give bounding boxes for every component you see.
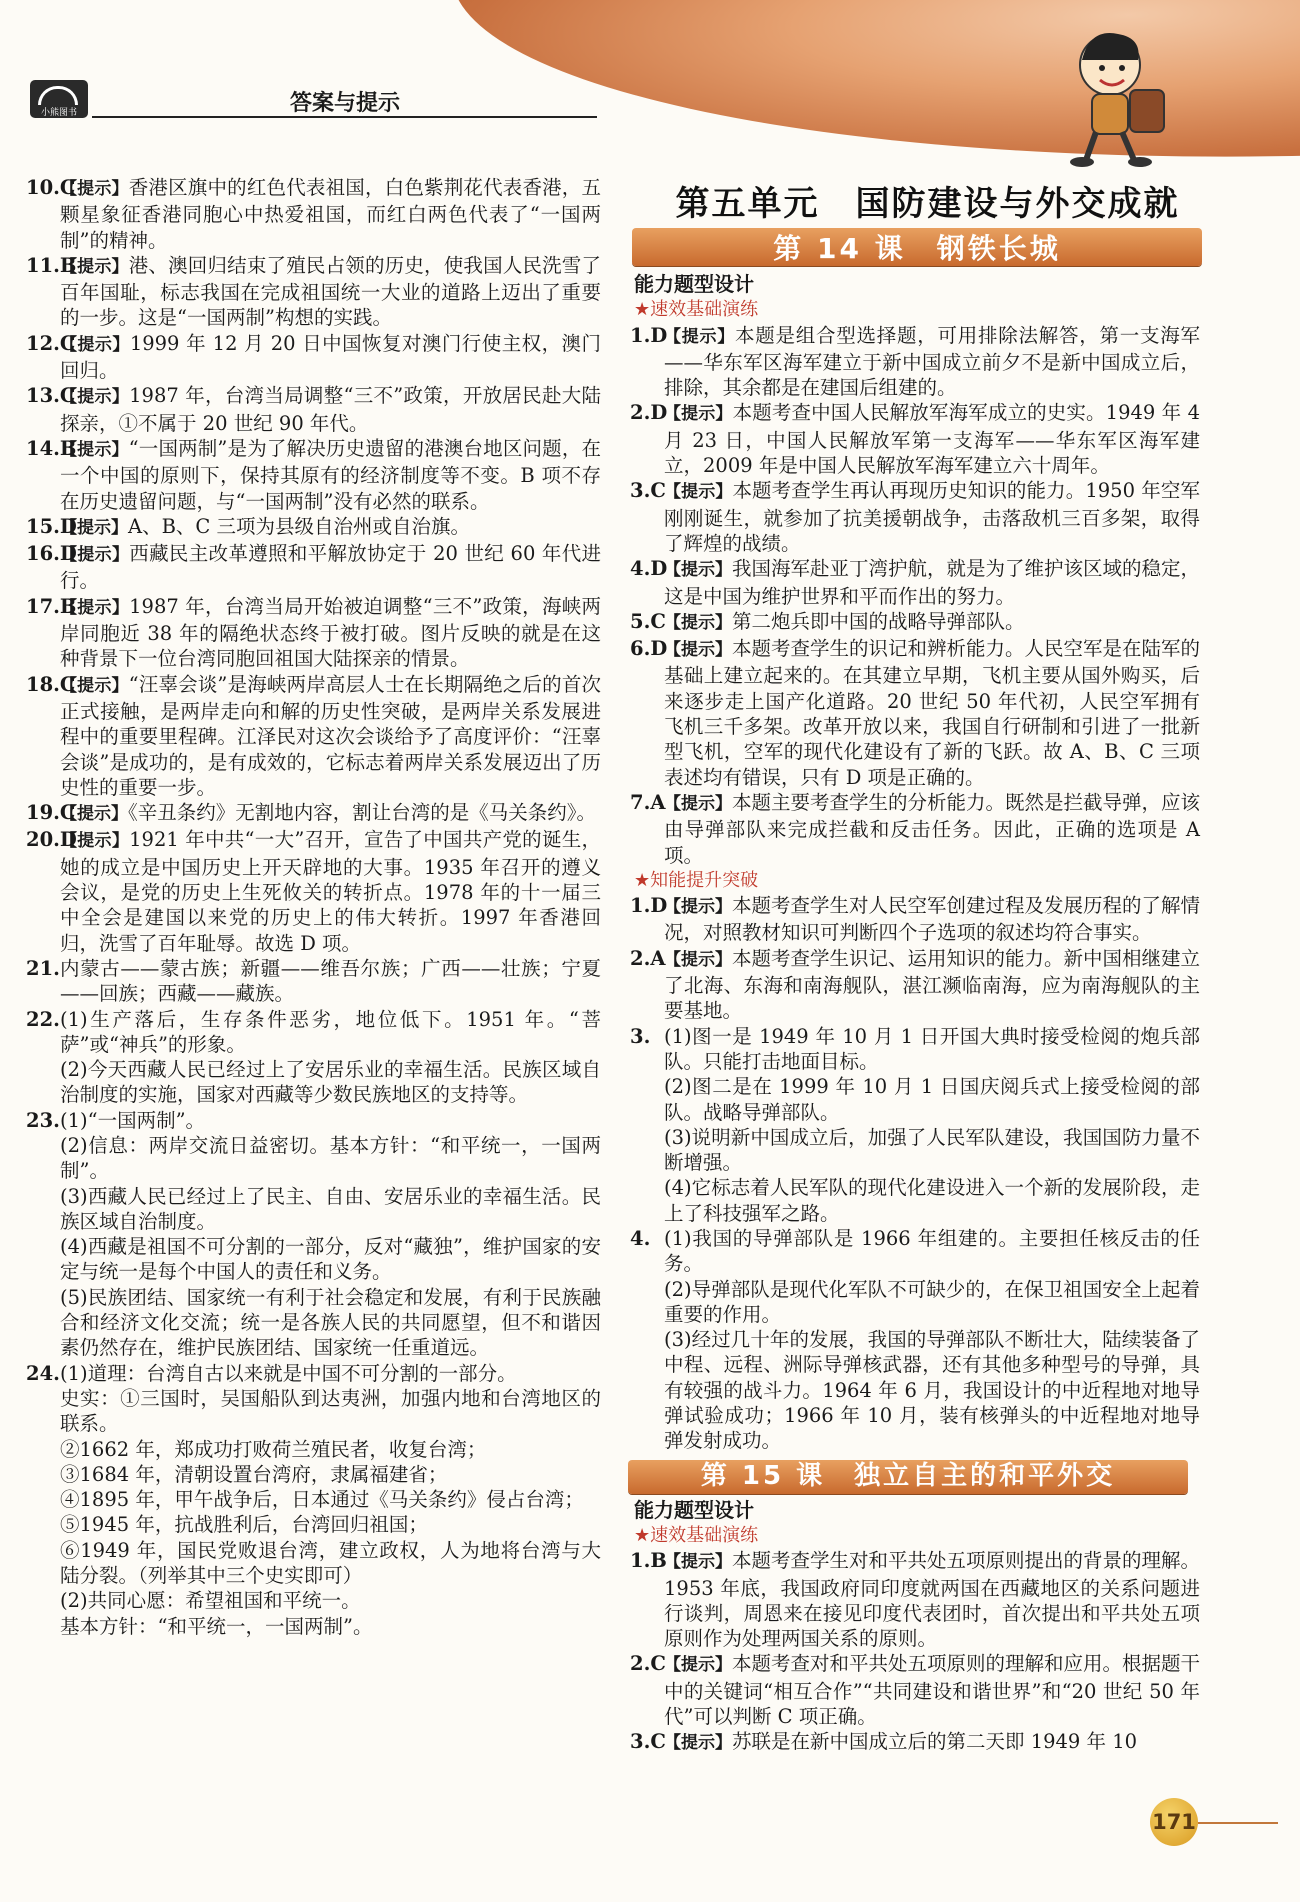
answer-item: [630, 946, 1200, 1024]
hint-label: 【提示】: [664, 404, 733, 425]
hint-label: 【提示】: [664, 482, 733, 503]
answer-number: 22.: [26, 1007, 60, 1031]
answer-item: [26, 1437, 601, 1462]
answer-item: [26, 436, 601, 514]
answer-item: [630, 1024, 1200, 1075]
answer-number: 19.C: [26, 801, 76, 825]
answer-text: 1987 年，台湾当局开始被迫调整“三不”政策，海峡两岸同胞近 38 年的隔绝状态终于被打破。图片反映的就是在这种背景下一位台湾同胞回祖国大陆探亲的情景。: [60, 594, 602, 671]
answer-item: [26, 1538, 601, 1589]
answer-text: 本题考查对和平共处五项原则的理解和应用。根据题干中的关键词“相互合作”“共同建设和谐世界”和“20 世纪 50 年代”可以判断 C 项正确。: [664, 1652, 1201, 1729]
hint-label: 【提示】: [60, 517, 128, 538]
page-number-rule: [1198, 1822, 1278, 1824]
answer-number: 10.C: [26, 176, 76, 199]
answer-text: (2)今天西藏人民已经过上了安居乐业的幸福生活。民族区域自治制度的实施，国家对西藏等少数民族地区的支持等。: [60, 1058, 601, 1107]
answer-text: 1987 年，台湾当局调整“三不”政策，开放居民赴大陆探亲，①不属于 20 世纪 90 年代。: [60, 384, 602, 435]
header-rule: [92, 116, 597, 118]
answer-item: [26, 594, 601, 672]
sub-section-title: [634, 868, 1200, 893]
answer-text: 西藏民主改革遵照和平解放协定于 20 世纪 60 年代进行。: [60, 542, 602, 593]
answer-item: [630, 636, 1200, 790]
answer-item: [26, 1588, 601, 1613]
answer-text: 第二炮兵即中国的战略导弹部队。: [732, 609, 1025, 633]
answer-text: 内蒙古——蒙古族；新疆——维吾尔族；广西——壮族；宁夏——回族；西藏——藏族。: [60, 956, 601, 1006]
mascot-illustration: [1030, 20, 1200, 170]
answer-text: A、B、C 三项为县级自治州或自治旗。: [128, 514, 471, 538]
answer-text: (1)生产落后，生存条件恶劣，地位低下。1951 年。“菩萨”或“神兵”的形象。: [60, 1007, 601, 1056]
answer-number: 13.C: [26, 384, 76, 408]
answer-item: [26, 1007, 601, 1058]
answer-text: 苏联是在新中国成立后的第二天即 1949 年 10: [732, 1730, 1138, 1754]
answer-number: 3.: [630, 1024, 651, 1048]
answer-item: [26, 1108, 601, 1133]
hint-label: 【提示】: [60, 545, 130, 566]
answer-number: 1.D: [630, 894, 668, 918]
answer-number: 1.D: [630, 323, 668, 347]
answer-item: [26, 331, 601, 384]
answer-item: [26, 1133, 601, 1184]
hint-label: 【提示】: [60, 675, 129, 696]
answer-text: 香港区旗中的红色代表祖国，白色紫荆花代表香港，五颗星象征香港同胞心中热爱祖国，而红白两色代表了“一国两制”的精神。: [60, 176, 601, 252]
answer-text: 本题考查学生再认再现历史知识的能力。1950 年空军刚刚诞生，就参加了抗美援朝战争，击落敌机三百多架，取得了辉煌的战绩。: [664, 479, 1201, 555]
answer-number: 12.C: [26, 331, 76, 355]
answer-item: [26, 956, 601, 1007]
answer-text: 本题是组合型选择题，可用排除法解答，第一支海军——华东军区海军建立于新中国成立前夕不是新中国成立后，排除，其余都是在建国后组建的。: [664, 323, 1200, 400]
answer-item: [630, 1074, 1200, 1125]
answer-item: [26, 827, 601, 955]
answer-item: [26, 1487, 601, 1512]
answer-number: 21.: [26, 956, 60, 980]
answer-text: “汪辜会谈”是海峡两岸高层人士在长期隔绝之后的首次正式接触，是两岸走向和解的历史性突破，是两岸关系发展进程中的重要里程碑。江泽民对这次会谈给予了高度评价：“汪辜会谈”是成功的，是有成效的，它标志着两岸关系发展迈出了历史性的重要一步。: [60, 672, 601, 799]
answer-number: 4.D: [630, 557, 668, 581]
answer-item: [630, 1125, 1200, 1176]
answer-item: [26, 253, 601, 331]
answer-item: [630, 1729, 1200, 1756]
answer-text: (1)我国的导弹部队是 1966 年组建的。主要担任核反击的任务。: [664, 1226, 1200, 1276]
left-column: [26, 175, 601, 1639]
hint-label: 【提示】: [60, 334, 130, 355]
answer-text: 本题考查学生对人民空军创建过程及发展历程的了解情况，对照教材知识可判断四个子选项的叙述均符合事实。: [664, 894, 1201, 945]
answer-number: 18.C: [26, 672, 76, 696]
answer-number: 2.C: [630, 1652, 666, 1676]
answer-item: [26, 672, 601, 800]
answer-item: [26, 1386, 601, 1437]
answer-number: 23.: [26, 1108, 60, 1132]
answer-text: ⑥1949 年，国民党败退台湾，建立政权，人为地将台湾与大陆分裂。（列举其中三个史实即可）: [60, 1538, 601, 1588]
hint-label: 【提示】: [664, 1552, 732, 1573]
hint-label: 【提示】: [60, 597, 130, 618]
answer-text: ⑤1945 年，抗战胜利后，台湾回归祖国；: [60, 1513, 428, 1537]
answer-text: (1)“一国两制”。: [60, 1108, 206, 1132]
section-title: 能力题型设计: [634, 272, 754, 296]
answer-number: 14.B: [26, 436, 77, 460]
answer-item: [630, 1277, 1200, 1328]
answer-text: (2)共同心愿：希望祖国和平统一。: [60, 1589, 361, 1613]
hint-label: 【提示】: [664, 560, 732, 581]
answer-item: [26, 800, 601, 827]
star-icon: ★: [634, 869, 651, 891]
unit-title: 第五单元 国防建设与外交成就: [675, 184, 1180, 224]
answer-number: 20.D: [26, 828, 77, 852]
answer-text: (4)它标志着人民军队的现代化建设进入一个新的发展阶段，走上了科技强军之路。: [664, 1176, 1200, 1225]
star-icon: ★: [634, 299, 651, 321]
sub-section-label: 速效基础演练: [650, 299, 759, 321]
answer-item: [26, 1057, 601, 1108]
answer-number: 3.C: [630, 1730, 666, 1754]
hint-label: 【提示】: [60, 387, 130, 408]
logo-text: 小熊图书: [40, 108, 77, 118]
answer-text: 本题考查中国人民解放军海军成立的史实。1949 年 4 月 23 日，中国人民解放军第一支海军——华东军区海军建立，2009 年是中国人民解放军海军建立六十周年。: [664, 401, 1201, 478]
answer-number: 2.A: [630, 946, 666, 970]
answer-number: 11.B: [26, 253, 77, 277]
right-column: [630, 270, 1200, 1757]
star-icon: ★: [634, 1524, 651, 1546]
hint-label: 【提示】: [664, 1655, 732, 1676]
answer-text: 1999 年 12 月 20 日中国恢复对澳门行使主权，澳门回归。: [60, 331, 602, 383]
hint-label: 【提示】: [60, 831, 130, 852]
header-title: 答案与提示: [290, 91, 401, 116]
answer-number: 1.B: [630, 1549, 667, 1573]
answer-text: 本题主要考查学生的分析能力。既然是拦截导弹，应该由导弹部队来完成拦截和反击任务。因此，正确的选项是 A 项。: [664, 790, 1201, 867]
answer-number: 7.A: [630, 790, 666, 814]
hint-label: 【提示】: [664, 326, 735, 347]
answer-item: [26, 1462, 601, 1487]
hint-label: 【提示】: [60, 179, 129, 199]
answer-item: [630, 609, 1200, 636]
answer-item: [26, 175, 601, 253]
answer-number: 5.C: [630, 609, 666, 633]
answer-item: [26, 383, 601, 436]
answer-text: ②1662 年，郑成功打败荷兰殖民者，收复台湾；: [60, 1437, 487, 1461]
answer-number: 15.D: [26, 514, 77, 538]
answer-text: 1921 年中共“一大”召开，宣告了中国共产党的诞生，她的成立是中国历史上开天辟地的大事。1935 年召开的遵义会议，是党的历史上生死攸关的转折点。1978 年的十一届三中全会是建国以来党的历史上的伟大转折。1997 年香港回归，洗雪了百年耻辱。故选 D 项。: [60, 828, 602, 955]
answer-item: [630, 1175, 1200, 1226]
hint-label: 【提示】: [664, 612, 732, 633]
hint-label: 【提示】: [664, 793, 732, 814]
answer-item: [630, 556, 1200, 609]
answer-item: [26, 1361, 601, 1386]
answer-text: ③1684 年，清朝设置台湾府，隶属福建省；: [60, 1462, 448, 1486]
page-number: 171: [1150, 1798, 1198, 1846]
answer-text: (1)道理：台湾自古以来就是中国不可分割的一部分。: [60, 1361, 517, 1385]
answer-text: (3)经过几十年的发展，我国的导弹部队不断壮大，陆续装备了中程、远程、洲际导弹核武器，还有其他多种型号的导弹，具有较强的战斗力。1964 年 6 月，我国设计的中近程地对地导弹试验成功；1966 年 10 月，装有核弹头的中近程地对地导弹发射成功。: [664, 1328, 1200, 1453]
answer-item: [26, 1512, 601, 1537]
answer-item: [630, 478, 1200, 556]
sub-section-label: 知能提升突破: [650, 869, 759, 891]
answer-text: 本题考查学生识记、运用知识的能力。新中国相继建立了北海、东海和南海舰队，湛江濒临南海，应为南海舰队的主要基地。: [664, 946, 1201, 1023]
answer-text: 史实：①三国时，吴国船队到达夷洲，加强内地和台湾地区的联系。: [60, 1386, 601, 1436]
answer-text: (4)西藏是祖国不可分割的一部分，反对“藏独”，维护国家的安定与统一是每个中国人的责任和义务。: [60, 1235, 601, 1284]
answer-item: [630, 400, 1200, 478]
hint-label: 【提示】: [60, 256, 129, 277]
answer-text: 基本方针：“和平统一，一国两制”。: [60, 1614, 373, 1638]
hint-label: 【提示】: [664, 640, 732, 661]
answer-number: 3.C: [630, 479, 666, 503]
sub-section-title: [634, 1523, 1200, 1548]
answer-number: 17.B: [26, 594, 77, 618]
sub-section-label: 速效基础演练: [650, 1524, 759, 1546]
answer-text: (1)图一是 1949 年 10 月 1 日开国大典时接受检阅的炮兵部队。只能打击地面目标。: [664, 1024, 1200, 1073]
answer-text: (2)信息：两岸交流日益密切。基本方针：“和平统一，一国两制”。: [60, 1133, 601, 1183]
answer-item: [630, 1327, 1200, 1453]
answer-number: 4.: [630, 1226, 651, 1250]
answer-text: (3)西藏人民已经过上了民主、自由、安居乐业的幸福生活。民族区域自治制度。: [60, 1184, 601, 1233]
section-title: 能力题型设计: [634, 1497, 754, 1522]
answer-text: 我国海军赴亚丁湾护航，就是为了维护该区域的稳定，这是中国为维护世界和平而作出的努力。: [664, 557, 1201, 608]
hint-label: 【提示】: [60, 439, 129, 460]
sub-section-title: [634, 297, 1200, 322]
answer-text: 本题考查学生对和平共处五项原则提出的背景的理解。1953 年底，我国政府同印度就两国在西藏地区的关系问题进行谈判，周恩来在接见印度代表团时，首次提出和平共处五项原则作为处理两国关系的原则。: [664, 1549, 1201, 1651]
answer-item: [630, 1548, 1200, 1651]
answer-text: (2)图二是在 1999 年 10 月 1 日国庆阅兵式上接受检阅的部队。战略导弹部队。: [664, 1075, 1200, 1124]
answer-text: (2)导弹部队是现代化军队不可缺少的，在保卫祖国安全上起着重要的作用。: [664, 1277, 1200, 1326]
answer-number: 2.D: [630, 401, 668, 425]
answer-item: [630, 1226, 1200, 1277]
answer-text: (3)说明新中国成立后，加强了人民军队建设，我国国防力量不断增强。: [664, 1125, 1200, 1175]
lesson14-banner: 第 14 课 钢铁长城: [632, 228, 1202, 266]
hint-label: 【提示】: [60, 804, 128, 825]
answer-text: (5)民族团结、国家统一有利于社会稳定和发展，有利于民族融合和经济文化交流；统一是各族人民的共同愿望，但不和谐因素仍然存在，维护民族团结、国家统一任重道远。: [60, 1285, 601, 1360]
hint-label: 【提示】: [664, 949, 732, 970]
publisher-logo: [30, 80, 88, 118]
hint-label: 【提示】: [664, 897, 732, 918]
answer-item: [26, 514, 601, 541]
answer-text: 《辛丑条约》无割地内容，割让台湾的是《马关条约》。: [128, 801, 597, 825]
answer-item: [26, 1285, 601, 1361]
answer-text: “一国两制”是为了解决历史遗留的港澳台地区问题，在一个中国的原则下，保持其原有的经济制度等不变。B 项不存在历史遗留问题，与“一国两制”没有必然的联系。: [60, 436, 601, 513]
hint-label: 【提示】: [664, 1733, 732, 1754]
answer-text: 港、澳回归结束了殖民占领的历史，使我国人民洗雪了百年国耻，标志我国在完成祖国统一大业的道路上迈出了重要的一步。这是“一国两制”构想的实践。: [60, 253, 601, 330]
answer-item: [630, 893, 1200, 946]
answer-text: 本题考查学生的识记和辨析能力。人民空军是在陆军的基础上建立起来的。在其建立早期，飞机主要从国外购买，后来逐步走上国产化道路。20 世纪 50 年代初，人民空军拥有飞机三千多架。改革开放以来，我国自行研制和引进了一批新型飞机，空军的现代化建设有了新的飞跃。故 A、B、C 三项表述均有错误，只有 D 项是正确的。: [664, 637, 1201, 789]
answer-number: 6.D: [630, 637, 668, 661]
answer-item: [630, 323, 1200, 401]
answer-item: [26, 1184, 601, 1235]
answer-item: [26, 1614, 601, 1639]
answer-number: 24.: [26, 1361, 60, 1385]
answer-item: [630, 790, 1200, 868]
answer-item: [630, 1651, 1200, 1729]
lesson15-banner: 第 15 课 独立自主的和平外交: [628, 1460, 1188, 1494]
answer-item: [26, 1234, 601, 1285]
answer-number: 16.D: [26, 542, 77, 566]
answer-item: [26, 541, 601, 594]
answer-text: ④1895 年，甲午战争后，日本通过《马关条约》侵占台湾；: [60, 1488, 584, 1512]
